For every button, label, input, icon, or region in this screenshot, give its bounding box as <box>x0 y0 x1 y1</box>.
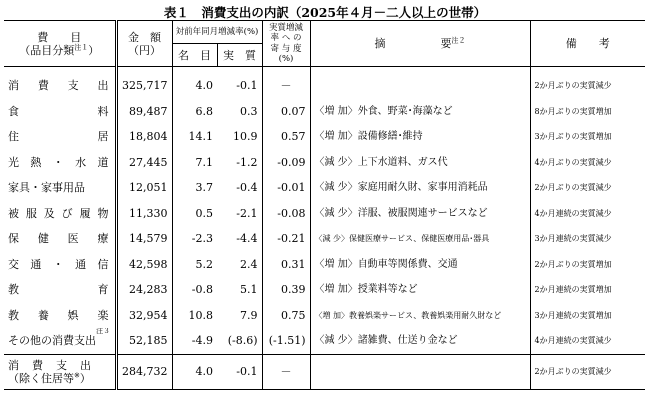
row-desc: 外食、野菜･海藻など <box>357 105 453 117</box>
table-row <box>4 328 645 354</box>
row-summary <box>310 354 530 389</box>
row-remark: 4か月ぶりの実質減少 <box>530 150 645 176</box>
row-nominal: -2.3 <box>172 226 217 252</box>
row-contribution: -0.08 <box>262 201 310 227</box>
row-real: -0.4 <box>236 181 258 194</box>
row-remark: 2か月連続の実質増加 <box>530 277 645 303</box>
row-contribution: -0.09 <box>262 150 310 176</box>
row-summary <box>310 99 530 125</box>
row-remark: 2か月ぶりの実質減少 <box>530 354 645 389</box>
table-row <box>4 150 645 176</box>
row-real: -4.4 <box>236 232 258 245</box>
row-nominal: 6.8 <box>172 99 217 125</box>
row-real: -1.2 <box>236 155 258 169</box>
item-note: 注１ <box>74 42 89 51</box>
row-nominal: 3.7 <box>172 175 217 201</box>
row-name: 被 服 及 び 履 物 <box>8 206 109 220</box>
row-note: 注３ <box>96 328 110 336</box>
row-nominal: 10.8 <box>172 303 217 329</box>
table-row <box>4 124 645 150</box>
row-name: 消 費 支 出 （除く住居等※） <box>4 354 116 389</box>
table-title: 表１ 消費支出の内訳（2025年４月－二人以上の世帯） <box>163 5 487 20</box>
table-row <box>4 99 645 125</box>
row-real: -2.1 <box>236 206 258 220</box>
row-remark: 8か月ぶりの実質増加 <box>530 99 645 125</box>
row-amount: 24,283 <box>116 277 172 303</box>
row-amount: 11,330 <box>116 201 172 227</box>
row-tag: 〈減 少〉 <box>314 156 358 168</box>
header-amount: 金 額 （円） <box>116 21 172 67</box>
row-amount: 42,598 <box>116 252 172 278</box>
header-contribution: 実質増減 率 へ の 寄 与 度 (%) <box>262 21 310 67</box>
table-row <box>4 303 645 329</box>
row-real: (-8.6) <box>227 334 258 347</box>
row-real: 0.3 <box>240 104 258 118</box>
row-summary <box>310 175 530 201</box>
row-desc: 上下水道料、ガス代 <box>357 156 448 168</box>
row-real: 2.4 <box>240 257 258 271</box>
row-contribution: 0.57 <box>262 124 310 150</box>
row-desc: 洋服、被服関連サービスなど <box>357 207 488 219</box>
row-name: 食 料 <box>8 104 109 118</box>
row-amount: 325,717 <box>116 67 172 99</box>
row-amount: 52,185 <box>116 328 172 354</box>
row-name: その他の消費支出$^{注3}$ <box>8 328 110 347</box>
row-real: 10.9 <box>233 130 258 143</box>
row-summary <box>310 252 530 278</box>
table-row <box>4 67 645 99</box>
table-row <box>4 226 645 252</box>
row-nominal: 0.5 <box>172 201 217 227</box>
row-contribution: -0.01 <box>262 175 310 201</box>
row-amount: 12,051 <box>116 175 172 201</box>
header-real: 実 質 <box>217 44 262 67</box>
row-tag: 〈増 加〉 <box>314 284 358 295</box>
table-row <box>4 201 645 227</box>
row-tag: 〈増 加〉 <box>314 131 358 142</box>
row-desc: 諸雑費、仕送り金など <box>357 335 458 346</box>
row-contribution: － <box>262 67 310 99</box>
row-tag: 〈減 少〉 <box>314 182 358 193</box>
header-remarks: 備 考 <box>530 21 645 67</box>
row-desc: 保健医療サービス、保健医療用品･器具 <box>349 234 490 243</box>
row-name: 家具・家事用品 <box>8 181 85 194</box>
row-name: 交 通 ・ 通 信 <box>8 257 109 271</box>
row-contribution: (-1.51) <box>262 328 310 354</box>
row-tag: 〈増 加〉 <box>314 105 358 117</box>
row-amount: 89,487 <box>116 99 172 125</box>
row-tag: 〈減 少〉 <box>314 234 350 243</box>
table-row <box>4 252 645 278</box>
row-summary <box>310 201 530 227</box>
row-contribution: － <box>262 354 310 389</box>
row-tag: 〈減 少〉 <box>314 335 358 346</box>
header-yoy: 対前年同月増減率(%) <box>172 21 262 44</box>
row-desc: 設備修繕･維持 <box>357 131 423 142</box>
summary-note: 注２ <box>451 36 466 45</box>
row-summary <box>310 328 530 354</box>
row-desc: 家庭用耐久財、家事用消耗品 <box>357 182 488 193</box>
row-real: 5.1 <box>240 283 258 296</box>
row-amount: 32,954 <box>116 303 172 329</box>
row-name: 光 熱 ・ 水 道 <box>8 155 109 169</box>
table-row <box>4 175 645 201</box>
row-remark: 3か月連続の実質減少 <box>530 226 645 252</box>
row-remark: 2か月ぶりの実質増加 <box>530 252 645 278</box>
row-summary <box>310 226 530 252</box>
row-tag: 〈増 加〉 <box>314 258 358 270</box>
row-remark: 3か月ぶりの実質増加 <box>530 124 645 150</box>
row-summary <box>310 277 530 303</box>
row-amount: 14,579 <box>116 226 172 252</box>
row-real: -0.1 <box>217 354 262 389</box>
row-desc: 教養娯楽サービス、教養娯楽用耐久財など <box>349 310 502 320</box>
row-name: 住 居 <box>8 130 109 143</box>
row-amount: 284,732 <box>116 354 172 389</box>
row-remark: 4か月連続の実質減少 <box>530 201 645 227</box>
row-nominal: 4.0 <box>172 354 217 389</box>
header-nominal: 名 目 <box>172 44 217 67</box>
row-desc: 授業料等など <box>357 284 418 295</box>
table-row <box>4 277 645 303</box>
row-amount: 18,804 <box>116 124 172 150</box>
row-nominal: 4.0 <box>172 67 217 99</box>
row-contribution: 0.07 <box>262 99 310 125</box>
row-nominal: 14.1 <box>172 124 217 150</box>
row-real: 7.9 <box>240 308 258 322</box>
row-contribution: 0.31 <box>262 252 310 278</box>
row-nominal: -0.8 <box>172 277 217 303</box>
row-name: 教 養 娯 楽 <box>8 308 109 322</box>
row-name: 保 健 医 療 <box>8 232 109 245</box>
row-name: 教 育 <box>8 283 109 296</box>
header-item: 費 目 （品目分類$^{注1}$） <box>4 21 116 67</box>
row-remark: 3か月連続の実質増加 <box>530 303 645 329</box>
row-name: 消 費 支 出 <box>8 79 109 92</box>
row-contribution: -0.21 <box>262 226 310 252</box>
row-contribution: 0.75 <box>262 303 310 329</box>
row-desc: 自動車等関係費、交通 <box>357 258 458 270</box>
row-nominal: 7.1 <box>172 150 217 176</box>
row-nominal: 5.2 <box>172 252 217 278</box>
row-contribution: 0.39 <box>262 277 310 303</box>
row-summary <box>310 150 530 176</box>
row-summary <box>310 303 530 329</box>
table-row-excl-housing <box>4 354 645 389</box>
expenditure-table <box>4 20 645 390</box>
row-tag: 〈減 少〉 <box>314 207 358 219</box>
row-summary <box>310 67 530 99</box>
row-nominal: -4.9 <box>172 328 217 354</box>
row-summary <box>310 124 530 150</box>
row-tag: 〈増 加〉 <box>314 310 350 320</box>
row-amount: 27,445 <box>116 150 172 176</box>
row-remark: 2か月ぶりの実質減少 <box>530 67 645 99</box>
row-remark: 4か月連続の実質減少 <box>530 328 645 354</box>
row-remark: 2か月ぶりの実質減少 <box>530 175 645 201</box>
row-real: -0.1 <box>236 79 258 92</box>
header-summary: 摘 要$^{注2}$ <box>310 21 530 67</box>
